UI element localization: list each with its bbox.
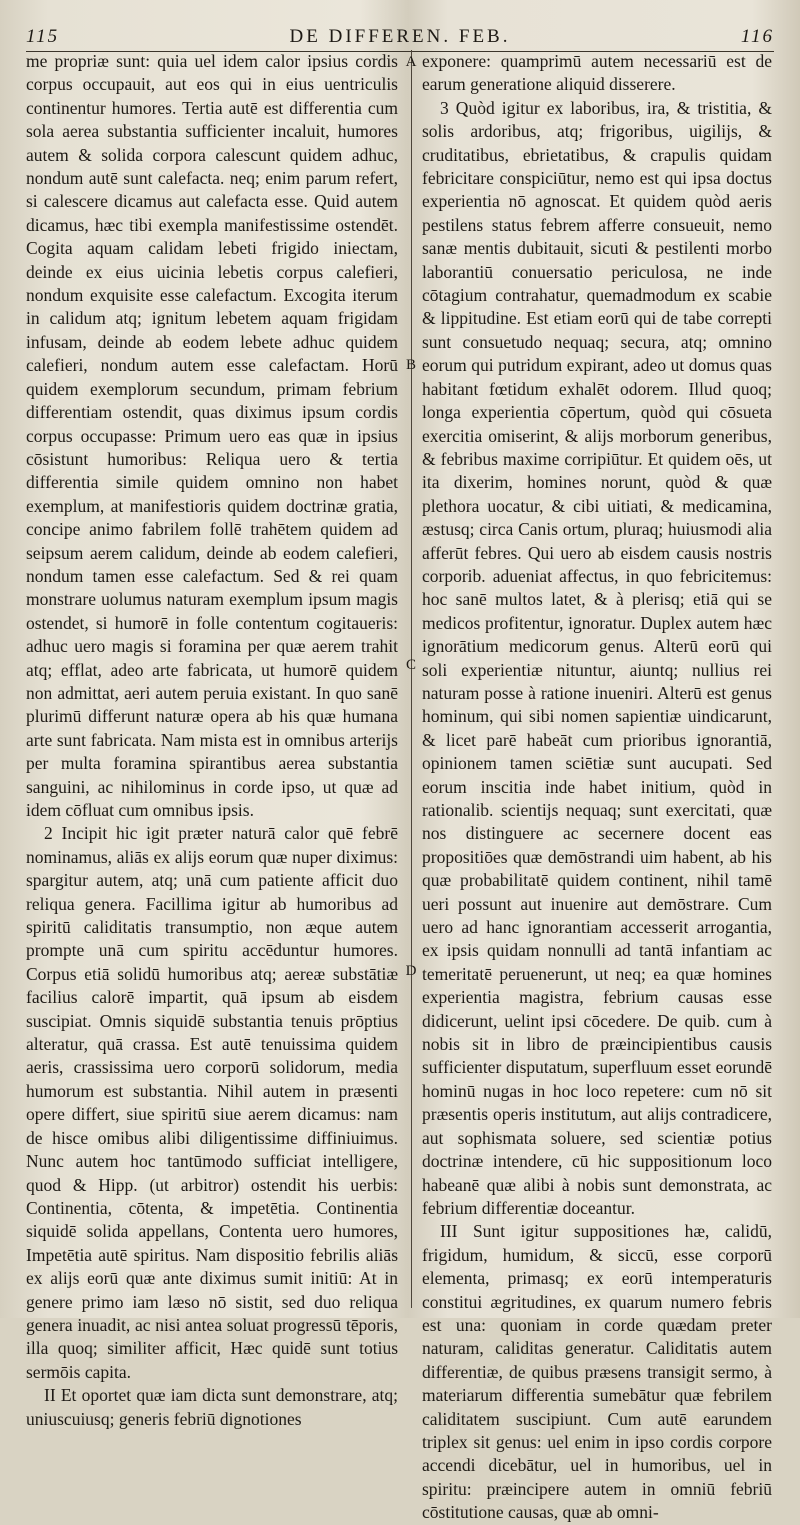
- left-paragraph: 2 Incipit hic igit præter naturā calor quē febrē nominamus, aliās ex alijs eorum quæ nuper diximus: spargitur autem, atq; unā cum patiente afficit duo reliqua genera. Facillima igitur ab humoribus ad spiritū caliditatis transumptio, non æque autem prompte unā cum spiritu accēduntur humores. Corpus etiā solidū humoribus atq; aereæ substātiæ facilius calorē impartit, quā ipsum ab eisdem suscipiat. Omnis siquidē substantia tenuis prōptius alteratur, quā crassa. Est autē tenuissima quidem aeris, crassissima uero corporū solidorum, media humorum est substantia. Nihil autem in præsenti opere differt, siue spiritū siue aerem dicamus: nam de hisce omibus alibi diligentissime diffiniuimus. Nunc autem hoc tantūmodo sufficiat intelligere, quod & Hipp. (ut arbitror) ostendit his uerbis: Continentia, cōtenta, & impetētia. Continentia siquidē solida appellans, Contenta uero humores, Impetētia autē spiritus. Nam dispositio febrilis aliās ex alijs eorū quæ ante diximus sumit initiū: At in genere primo iam læso nō sistit, sed duo reliqua genera inuadit, ac nisi antea soluat progressū tēporis, illa quoq; similiter afficit, Hæc quidē sunt totius sermōis capita.: [26, 823, 398, 1382]
- running-title: DE DIFFEREN. FEB.: [289, 26, 511, 47]
- margin-letter-b: B: [405, 357, 416, 373]
- right-paragraph: III Sunt igitur suppositiones hæ, calidū, frigidum, humidum, & siccū, esse corporū elementa, primasq; ex eorū intemperaturis constitui ægritudines, ex quarum numero febris est una: quoniam in corde quædam preter naturam, caliditas generatur. Caliditatis autem differentiæ, de quibus præsens transigit sermo, à materiarum differentia sumebātur quæ febrilem caliditatem suscipiunt. Cum autē earundem triplex sit genus: uel enim in ipso cordis corpore accendi dicebātur, uel in humoribus, uel in spiritu: præincipere autem in omniū febriū cōstitutione causas, quæ ab omni-: [422, 1221, 772, 1523]
- column-divider: [411, 50, 412, 1308]
- running-header: [26, 26, 774, 52]
- right-paragraph: exponere: quamprimū autem necessariū est de earum generatione aliquid disserere.: [422, 51, 772, 95]
- page-number-right: 116: [740, 26, 774, 47]
- margin-letter-d: D: [405, 963, 417, 979]
- margin-letter-a: A: [405, 54, 417, 70]
- left-paragraph: II Et oportet quæ iam dicta sunt demonstrare, atq; uniuscuiusq; generis febriū dignotiones: [26, 1385, 398, 1429]
- margin-letter-c: C: [405, 657, 416, 673]
- left-column: [26, 50, 398, 1431]
- right-column: [422, 50, 772, 1525]
- right-paragraph: 3 Quòd igitur ex laboribus, ira, & tristitia, & solis ardoribus, atq; frigoribus, uigilijs, & cruditatibus, ebrietatibus, & crapulis quidam febricitare conspiciūtur, nemo est qui ipsa doctus experientia nō agnoscat. Et quidem quòd aeris pestilens status febrem afferre consueuit, nemo sanæ mentis dubitauit, sicuti & pestilenti morbo laborantiū conuersatio periculosa, ne inde cōtagium contrahatur, quemadmodum ex scabie & lippitudine. Est etiam eorū qui de tabe correpti sunt consuetudo nequaq; secura, atq; omnino eorum qui putridum expirant, adeo ut domus quas habitant fœtidum exhalēt odorem. Illud quoq; longa experientia cōpertum, quòd qui cōsueta exercitia omiserint, & alijs morborum generibus, & febribus maxime corripiūtur. Et quidem oēs, ut ita dixerim, homines norunt, quòd & quæ plethora uocatur, & cibi uitiati, & medicamina, æstusq; circa Canis ortum, pluraq; huiusmodi alia afferūt febres. Qui uero ab eisdem causis nostris corporib. adueniat affectus, in quo febricitemus: hoc sanē multos latet, & à plerisq; etiā qui se medicos profitentur, ignoratur. Duplex autem hæc ignorātium medicorum genus. Alterū eorū qui soli experientiæ nituntur, aiuntq; nullius rei naturam posse à ratione inueniri. Alterū est genus hominum, qui sibi nomen sapientiæ uindicarunt, & licet parē habeāt cum prioribus ignorantiā, opinionem tamen sciētiæ sunt aucupati. Sed eorum inscitia inde habet initium, quòd in rationalib. scientijs nequaq; sunt exercitati, quæ nos distinguere ac secernere docent eas propositiōes quæ demōstrandi uim habent, ab his quæ probabilitatē quidem continent, nihil tamē ueri possunt aut inuenire aut demōstrare. Cum uero ad hanc ignorantiam accesserit arrogantia, ex ipsis quidam nonnulli ad tantā infantiam ac temeritatē peruenerunt, ut neq; ea quæ homines experientia magistra, febrium causas esse didicerunt, uelint ipsi cōcedere. De quib. cum à nobis sit in libro de præincipientibus causis sufficienter disputatum, superfluum esset eorundē hominū nugas in hoc loco repetere: cum nō sit præsentis operis institutum, aut alijs contradicere, aut sophismata soluere, sed scientiæ potius doctrinæ intendere, cū hic suppositionum loco habeanē quæ alibi à nobis sunt demonstrata, ac febrium differentiæ doceantur.: [422, 97, 772, 1218]
- left-paragraph: me propriæ sunt: quia uel idem calor ipsius cordis corpus occupauit, aut eos qui in eius uentriculis continentur humores. Tertia autē est differentia cum sola aerea substantia sufficienter incaluit, humores autem & solida corpora calescunt quidem adhuc, nondum autē sunt calefacta. neq; enim parum refert, si calescere dicamus aut calefacta esse. Quid autem dicamus, hæc tibi exempla manifestissime ostendēt. Cogita aquam calidam lebeti frigido iniectam, deinde ex eius uicinia lebetis corpus calefieri, nondum exquisite esse calefactum. Excogita iterum in calidum atq; ignitum lebetem aquam frigidam infusam, deinde ab eodem lebete adhuc quidem calefieri, nondum autem esse calefactam. Horū quidem exemplorum secundum, primam febrium differentiam ostendit, quas diximus ipsum cordis corpus occupasse: Primum uero eas quæ in ipsius cōsistunt humoribus: Reliqua uero & tertia differentia simile quidem omnino non habet exemplum, at manifestioris quidem doctrinæ gratia, concipe animo fabrilem follē trahētem quidem ad seipsum aerem calidum, deinde ab eodem calefieri, nondum tamen esse calefactum. Sed & rei quam monstrare uolumus naturam exemplum ipsum magis ostendet, si humorē in folle contentum cogitaueris: adhuc uero magis si foramina per quæ aerem trahit atq; efflat, adeo arte fabricata, ut humorē quidem non admittat, aeri autem peruia existant. In quo sanē plurimū differunt naturæ opera ab his quæ humana arte sunt fabricata. Nam mista est in omnibus arterijs per multa foramina spirantibus aerea substantia sanguini, ac nihilominus in corde ipso, ut quæ ad idem cōfluat cum omnibus ipsis.: [26, 51, 398, 820]
- page-number-left: 115: [26, 26, 60, 47]
